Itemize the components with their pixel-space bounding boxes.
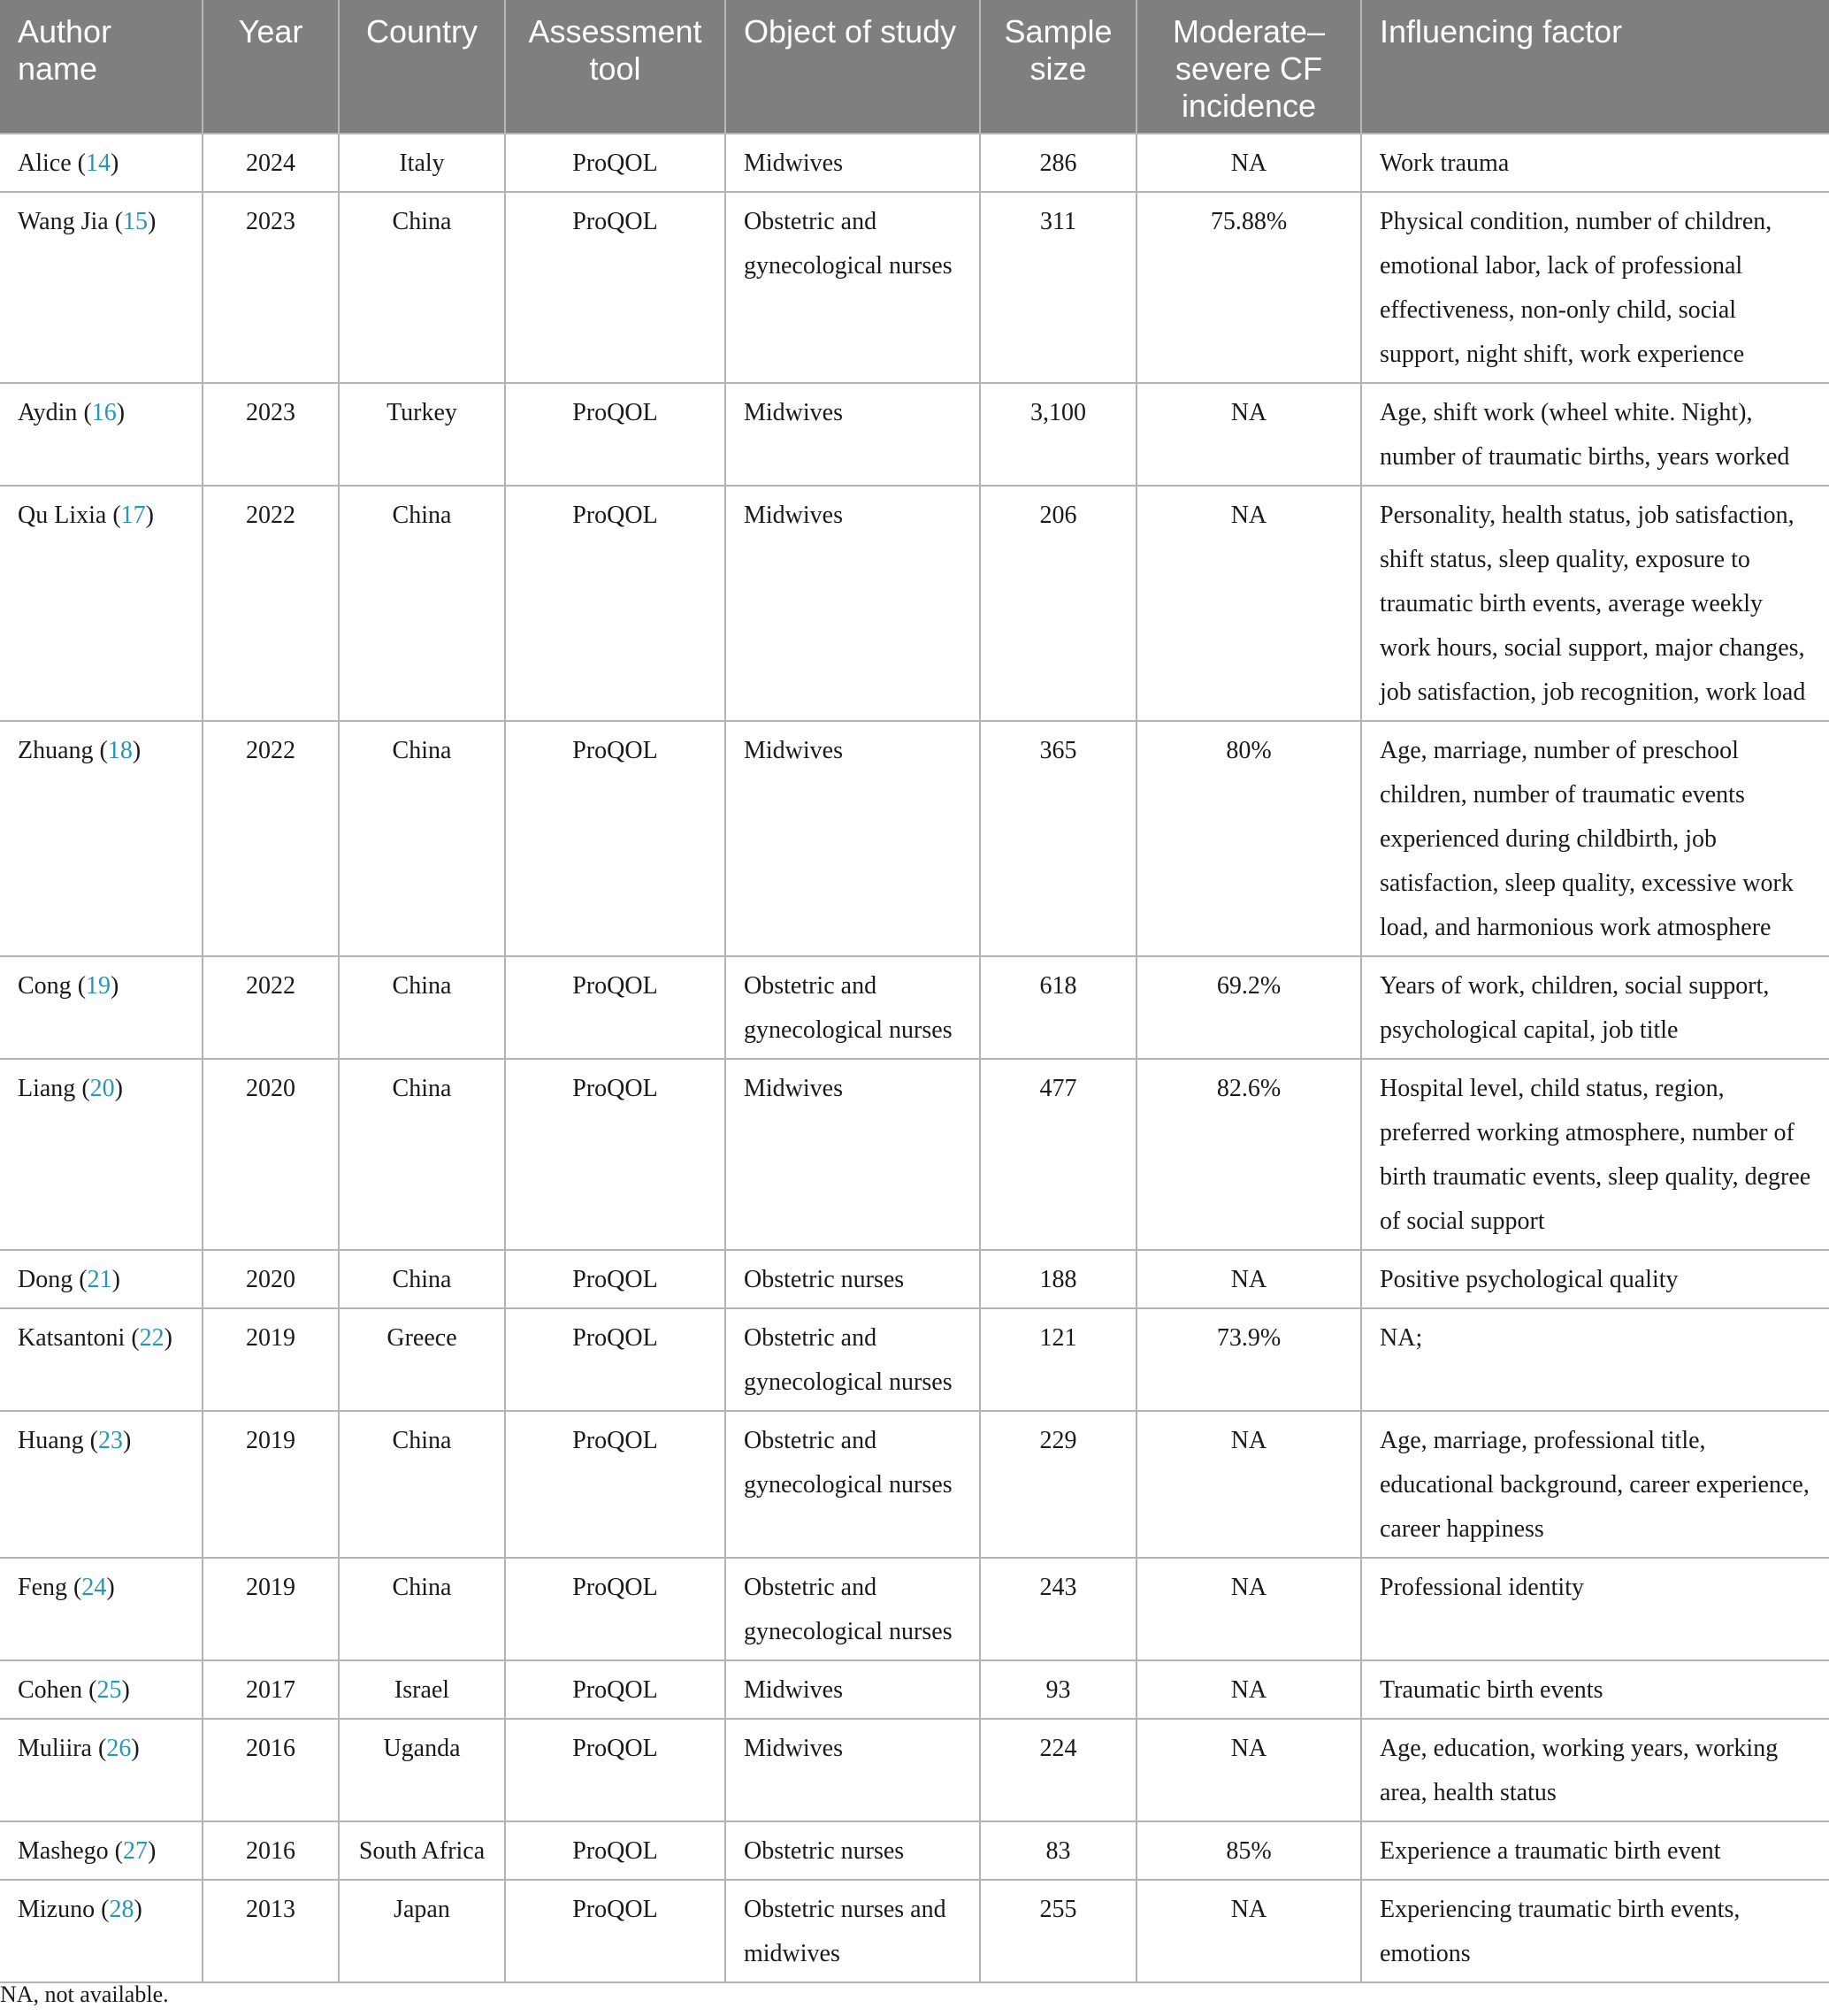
cell-year: 2024 <box>203 134 339 192</box>
cell-assessment-tool: ProQOL <box>505 1719 725 1821</box>
header-row <box>0 0 1829 134</box>
cell-object-of-study: Obstetric and gynecological nurses <box>725 956 980 1059</box>
cell-country: Turkey <box>339 383 505 486</box>
table-row <box>0 1250 1829 1308</box>
reference-link[interactable]: 21 <box>87 1266 112 1293</box>
cell-assessment-tool: ProQOL <box>505 1558 725 1660</box>
cell-cf-incidence: NA <box>1136 383 1361 486</box>
cell-sample-size: 224 <box>980 1719 1136 1821</box>
table-row <box>0 721 1829 956</box>
header-influencing-factor: Influencing factor <box>1361 0 1829 134</box>
cell-country: China <box>339 486 505 721</box>
cell-author: Dong (21) <box>0 1250 203 1308</box>
reference-link[interactable]: 19 <box>86 972 111 1000</box>
cell-country: China <box>339 1411 505 1558</box>
reference-link[interactable]: 28 <box>109 1896 134 1923</box>
cell-influencing-factor: Age, marriage, professional title, educational background, career experience, career happiness <box>1361 1411 1829 1558</box>
header-country: Country <box>339 0 505 134</box>
table-row <box>0 1719 1829 1821</box>
cell-cf-incidence: 82.6% <box>1136 1059 1361 1250</box>
cell-assessment-tool: ProQOL <box>505 956 725 1059</box>
cell-year: 2023 <box>203 192 339 383</box>
cell-cf-incidence: 73.9% <box>1136 1308 1361 1411</box>
cell-object-of-study: Midwives <box>725 1719 980 1821</box>
author-name: Dong <box>18 1266 73 1293</box>
cell-influencing-factor: Age, marriage, number of preschool children, number of traumatic events experienced during childbirth, job satisfaction, sleep quality, excessive work load, and harmonious work atmosphere <box>1361 721 1829 956</box>
cell-cf-incidence: NA <box>1136 486 1361 721</box>
author-name: Cohen <box>18 1676 83 1704</box>
cell-country: China <box>339 956 505 1059</box>
header-assessment-tool: Assessment tool <box>505 0 725 134</box>
cell-cf-incidence: NA <box>1136 1719 1361 1821</box>
cell-cf-incidence: NA <box>1136 1660 1361 1719</box>
cell-author: Muliira (26) <box>0 1719 203 1821</box>
cell-author: Alice (14) <box>0 134 203 192</box>
cell-cf-incidence: 75.88% <box>1136 192 1361 383</box>
header-object-of-study: Object of study <box>725 0 980 134</box>
cell-cf-incidence: NA <box>1136 1558 1361 1660</box>
cell-cf-incidence: NA <box>1136 1250 1361 1308</box>
cell-country: Greece <box>339 1308 505 1411</box>
reference-link[interactable]: 27 <box>122 1837 148 1865</box>
cell-country: China <box>339 1250 505 1308</box>
cell-sample-size: 3,100 <box>980 383 1136 486</box>
cell-assessment-tool: ProQOL <box>505 1250 725 1308</box>
cell-country: Japan <box>339 1880 505 1982</box>
cell-object-of-study: Obstetric nurses <box>725 1250 980 1308</box>
cell-year: 2016 <box>203 1821 339 1880</box>
author-name: Mizuno <box>18 1896 96 1923</box>
author-name: Huang <box>18 1427 84 1454</box>
cell-cf-incidence: NA <box>1136 134 1361 192</box>
cell-author: Cohen (25) <box>0 1660 203 1719</box>
cell-country: South Africa <box>339 1821 505 1880</box>
cell-influencing-factor: Personality, health status, job satisfaction, shift status, sleep quality, exposure to traumatic birth events, average weekly work hours, social support, major changes, job satisfaction, job recognition, work load <box>1361 486 1829 721</box>
cell-influencing-factor: Age, shift work (wheel white. Night), number of traumatic births, years worked <box>1361 383 1829 486</box>
reference-link[interactable]: 17 <box>120 502 146 529</box>
cell-object-of-study: Obstetric nurses and midwives <box>725 1880 980 1982</box>
cell-assessment-tool: ProQOL <box>505 1059 725 1250</box>
cell-object-of-study: Midwives <box>725 721 980 956</box>
cell-country: Italy <box>339 134 505 192</box>
cell-author: Mashego (27) <box>0 1821 203 1880</box>
table-row <box>0 1308 1829 1411</box>
cell-object-of-study: Midwives <box>725 486 980 721</box>
author-name: Liang <box>18 1075 76 1102</box>
table-row <box>0 383 1829 486</box>
table-row <box>0 956 1829 1059</box>
reference-link[interactable]: 20 <box>89 1075 115 1102</box>
cell-author: Huang (23) <box>0 1411 203 1558</box>
cell-assessment-tool: ProQOL <box>505 134 725 192</box>
cell-cf-incidence: 69.2% <box>1136 956 1361 1059</box>
cell-influencing-factor: Age, education, working years, working area, health status <box>1361 1719 1829 1821</box>
cell-object-of-study: Midwives <box>725 383 980 486</box>
cell-object-of-study: Midwives <box>725 1059 980 1250</box>
reference-link[interactable]: 24 <box>81 1574 107 1601</box>
author-name: Aydin <box>18 399 78 426</box>
author-name: Feng <box>18 1574 67 1601</box>
cell-influencing-factor: NA; <box>1361 1308 1829 1411</box>
cell-assessment-tool: ProQOL <box>505 1308 725 1411</box>
cell-influencing-factor: Years of work, children, social support, psychological capital, job title <box>1361 956 1829 1059</box>
table-row <box>0 1558 1829 1660</box>
cell-sample-size: 93 <box>980 1660 1136 1719</box>
cell-cf-incidence: 85% <box>1136 1821 1361 1880</box>
reference-link[interactable]: 15 <box>123 208 149 235</box>
cell-sample-size: 365 <box>980 721 1136 956</box>
cell-assessment-tool: ProQOL <box>505 192 725 383</box>
cell-country: China <box>339 1558 505 1660</box>
table-header <box>0 0 1829 134</box>
author-name: Zhuang <box>18 737 94 764</box>
cell-influencing-factor: Positive psychological quality <box>1361 1250 1829 1308</box>
cell-influencing-factor: Experience a traumatic birth event <box>1361 1821 1829 1880</box>
cell-object-of-study: Obstetric and gynecological nurses <box>725 192 980 383</box>
table-row <box>0 134 1829 192</box>
reference-link[interactable]: 18 <box>107 737 133 764</box>
cell-author: Mizuno (28) <box>0 1880 203 1982</box>
cell-sample-size: 618 <box>980 956 1136 1059</box>
reference-link[interactable]: 16 <box>91 399 117 426</box>
cell-author: Feng (24) <box>0 1558 203 1660</box>
cell-author: Qu Lixia (17) <box>0 486 203 721</box>
header-author-name: Author name <box>0 0 203 134</box>
table-row <box>0 192 1829 383</box>
cell-assessment-tool: ProQOL <box>505 1821 725 1880</box>
cell-year: 2013 <box>203 1880 339 1982</box>
cell-year: 2023 <box>203 383 339 486</box>
cell-year: 2016 <box>203 1719 339 1821</box>
author-name: Muliira <box>18 1735 92 1762</box>
cell-influencing-factor: Hospital level, child status, region, preferred working atmosphere, number of birth traumatic events, sleep quality, degree of social support <box>1361 1059 1829 1250</box>
cell-cf-incidence: NA <box>1136 1411 1361 1558</box>
cell-assessment-tool: ProQOL <box>505 721 725 956</box>
cell-author: Aydin (16) <box>0 383 203 486</box>
author-name: Alice <box>18 149 72 177</box>
cell-sample-size: 188 <box>980 1250 1136 1308</box>
cell-year: 2020 <box>203 1250 339 1308</box>
header-sample-size: Sample size <box>980 0 1136 134</box>
table-footnote: NA, not available. <box>0 1982 169 2007</box>
cell-object-of-study: Midwives <box>725 134 980 192</box>
header-year: Year <box>203 0 339 134</box>
cell-influencing-factor: Physical condition, number of children, emotional labor, lack of professional effectiveness, non-only child, social support, night shift, work experience <box>1361 192 1829 383</box>
cell-country: China <box>339 721 505 956</box>
reference-link[interactable]: 25 <box>96 1676 122 1704</box>
cell-assessment-tool: ProQOL <box>505 383 725 486</box>
cell-sample-size: 286 <box>980 134 1136 192</box>
cell-object-of-study: Obstetric and gynecological nurses <box>725 1411 980 1558</box>
table-row <box>0 1411 1829 1558</box>
cell-sample-size: 206 <box>980 486 1136 721</box>
reference-link[interactable]: 22 <box>139 1324 165 1352</box>
table-row <box>0 1821 1829 1880</box>
cell-sample-size: 83 <box>980 1821 1136 1880</box>
cell-year: 2017 <box>203 1660 339 1719</box>
author-name: Cong <box>18 972 72 1000</box>
author-name: Mashego <box>18 1837 109 1865</box>
cell-year: 2022 <box>203 721 339 956</box>
reference-link[interactable]: 26 <box>106 1735 132 1762</box>
cell-assessment-tool: ProQOL <box>505 1660 725 1719</box>
cell-object-of-study: Midwives <box>725 1660 980 1719</box>
cell-author: Wang Jia (15) <box>0 192 203 383</box>
cell-object-of-study: Obstetric and gynecological nurses <box>725 1308 980 1411</box>
cell-influencing-factor: Traumatic birth events <box>1361 1660 1829 1719</box>
cell-sample-size: 311 <box>980 192 1136 383</box>
cell-author: Zhuang (18) <box>0 721 203 956</box>
cell-object-of-study: Obstetric and gynecological nurses <box>725 1558 980 1660</box>
author-name: Wang Jia <box>18 208 109 235</box>
author-name: Qu Lixia <box>18 502 107 529</box>
cell-country: China <box>339 192 505 383</box>
cell-object-of-study: Obstetric nurses <box>725 1821 980 1880</box>
table-row <box>0 486 1829 721</box>
cell-assessment-tool: ProQOL <box>505 1411 725 1558</box>
cell-year: 2019 <box>203 1308 339 1411</box>
reference-link[interactable]: 14 <box>85 149 111 177</box>
cell-assessment-tool: ProQOL <box>505 486 725 721</box>
table-row <box>0 1880 1829 1982</box>
cell-cf-incidence: NA <box>1136 1880 1361 1982</box>
cell-sample-size: 229 <box>980 1411 1136 1558</box>
cell-author: Katsantoni (22) <box>0 1308 203 1411</box>
cell-year: 2022 <box>203 956 339 1059</box>
cell-influencing-factor: Experiencing traumatic birth events, emotions <box>1361 1880 1829 1982</box>
author-name: Katsantoni <box>18 1324 126 1352</box>
cell-sample-size: 243 <box>980 1558 1136 1660</box>
cell-assessment-tool: ProQOL <box>505 1880 725 1982</box>
cell-year: 2019 <box>203 1558 339 1660</box>
cell-author: Liang (20) <box>0 1059 203 1250</box>
cell-country: China <box>339 1059 505 1250</box>
cell-author: Cong (19) <box>0 956 203 1059</box>
table-row <box>0 1059 1829 1250</box>
cell-sample-size: 121 <box>980 1308 1136 1411</box>
cell-year: 2022 <box>203 486 339 721</box>
table-body <box>0 134 1829 1982</box>
cell-cf-incidence: 80% <box>1136 721 1361 956</box>
cell-influencing-factor: Work trauma <box>1361 134 1829 192</box>
cell-sample-size: 477 <box>980 1059 1136 1250</box>
header-cf-incidence: Moderate–severe CF incidence <box>1136 0 1361 134</box>
cell-country: Israel <box>339 1660 505 1719</box>
cell-country: Uganda <box>339 1719 505 1821</box>
cell-sample-size: 255 <box>980 1880 1136 1982</box>
cell-year: 2020 <box>203 1059 339 1250</box>
reference-link[interactable]: 23 <box>97 1427 123 1454</box>
table-row <box>0 1660 1829 1719</box>
cell-influencing-factor: Professional identity <box>1361 1558 1829 1660</box>
cell-year: 2019 <box>203 1411 339 1558</box>
